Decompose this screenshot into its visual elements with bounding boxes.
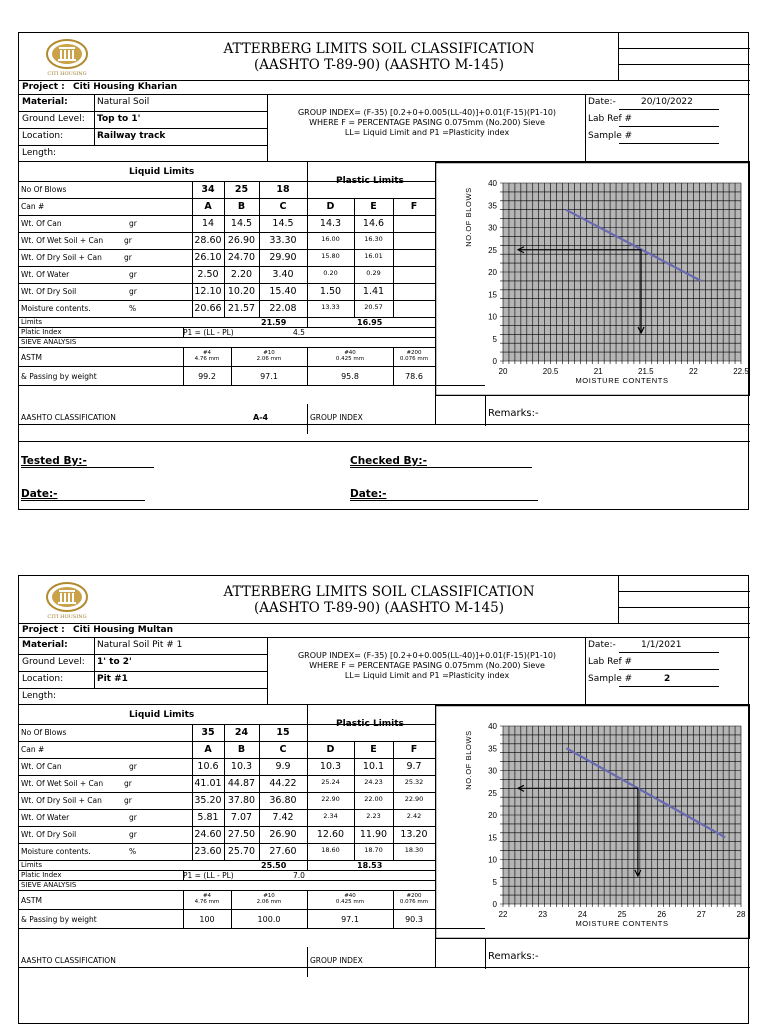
moisture-cell: 20.57 bbox=[364, 303, 383, 311]
row-label: Wt. Of Wet Soil + Can bbox=[21, 236, 104, 245]
sieve-number: #40 bbox=[344, 893, 356, 899]
aashto-label: AASHTO CLASSIFICATION bbox=[21, 956, 116, 965]
date-value: 1/1/2021 bbox=[641, 640, 682, 650]
sieve-analysis-label: SIEVE ANALYSIS bbox=[21, 881, 77, 889]
sieve-size bbox=[183, 893, 231, 905]
wt_water-cell: 5.81 bbox=[197, 812, 219, 823]
location-label: Location: bbox=[22, 674, 64, 684]
passing-value: 78.6 bbox=[405, 372, 423, 381]
wt_can-cell: 10.1 bbox=[362, 761, 385, 772]
row-label: Moisture contents. bbox=[21, 304, 91, 313]
wt_water-cell: 2.20 bbox=[230, 269, 253, 280]
aashto-label: AASHTO CLASSIFICATION bbox=[21, 413, 116, 422]
plastic-limits-heading: Plastic Limits bbox=[336, 719, 404, 729]
wt_can-cell: 14.3 bbox=[319, 218, 342, 229]
blows-cell: 18 bbox=[276, 184, 290, 195]
sieve-number: #4 bbox=[202, 893, 212, 899]
date-label: Date:- bbox=[588, 97, 616, 107]
pi-formula: P1 = (LL - PL) bbox=[183, 871, 234, 880]
row-unit: gr bbox=[129, 813, 137, 822]
wt_dry-cell: 15.40 bbox=[269, 286, 297, 297]
location-value: Pit #1 bbox=[97, 674, 128, 684]
row-unit: gr bbox=[124, 253, 132, 262]
wt_water-cell: 0.29 bbox=[366, 269, 381, 277]
y-tick-label: 35 bbox=[488, 201, 497, 211]
passing-value: 90.3 bbox=[405, 915, 423, 924]
y-tick-label: 10 bbox=[488, 855, 497, 865]
blows-cell: 34 bbox=[201, 184, 215, 195]
can-cell: B bbox=[237, 201, 246, 212]
test-sheet-2 bbox=[18, 575, 749, 1024]
x-tick-label: 22.5 bbox=[733, 367, 749, 376]
x-tick-label: 28 bbox=[736, 910, 746, 919]
y-axis-title: NO.OF BLOWS bbox=[464, 187, 473, 247]
test-sheet-1 bbox=[18, 32, 749, 510]
date-label: Date:- bbox=[588, 640, 616, 650]
y-tick-label: 10 bbox=[488, 312, 497, 322]
wt_dry_can-cell: 24.70 bbox=[227, 252, 256, 263]
y-tick-label: 0 bbox=[492, 357, 497, 366]
wt_wet-cell: 24.23 bbox=[364, 778, 383, 786]
sample-label: Sample # bbox=[588, 131, 633, 141]
row-label: Wt. Of Dry Soil + Can bbox=[21, 253, 102, 262]
sieve-size bbox=[307, 893, 393, 905]
plastic-index-label: Platic Index bbox=[21, 871, 62, 879]
wt_wet-cell: 44.87 bbox=[227, 778, 256, 789]
wt_can-cell: 10.3 bbox=[230, 761, 253, 772]
wt_wet-cell: 26.90 bbox=[227, 235, 256, 246]
row-label: Wt. Of Dry Soil bbox=[21, 830, 77, 839]
x-tick-label: 23 bbox=[538, 910, 548, 919]
x-tick-label: 24 bbox=[577, 910, 587, 919]
project-label: Project : bbox=[22, 625, 65, 635]
length-label: Length: bbox=[22, 691, 57, 701]
wt_dry_can-cell: 22.90 bbox=[321, 795, 340, 803]
row-unit: gr bbox=[129, 270, 137, 279]
sieve-size bbox=[393, 350, 435, 362]
moisture-cell: 18.30 bbox=[404, 846, 424, 854]
wt_wet-cell: 25.32 bbox=[404, 778, 424, 786]
wt_wet-cell: 33.30 bbox=[269, 235, 297, 246]
wt_dry-cell: 13.20 bbox=[400, 829, 428, 840]
moisture-cell: 27.60 bbox=[269, 846, 297, 857]
can-cell: E bbox=[370, 201, 377, 212]
wt_dry-cell: 1.50 bbox=[319, 286, 342, 297]
wt_dry_can-cell: 29.90 bbox=[269, 252, 297, 263]
y-tick-label: 25 bbox=[488, 245, 497, 255]
group-index-label: GROUP INDEX bbox=[310, 956, 363, 965]
liquid-limit-value: 25.50 bbox=[261, 861, 287, 870]
can-cell: C bbox=[279, 201, 287, 212]
plastic-index-label: Platic Index bbox=[21, 328, 62, 336]
sieve-size bbox=[307, 350, 393, 362]
sample-label: Sample # bbox=[588, 674, 633, 684]
can-cell: A bbox=[204, 201, 212, 212]
ground-level-label: Ground Level: bbox=[22, 657, 85, 667]
tested-date-label: Date:- bbox=[21, 488, 58, 500]
wt_wet-cell: 16.00 bbox=[321, 235, 340, 243]
astm-label: ASTM bbox=[21, 353, 42, 362]
y-axis-title: NO.OF BLOWS bbox=[464, 730, 473, 790]
x-tick-label: 20.5 bbox=[542, 367, 559, 376]
sieve-size bbox=[183, 350, 231, 362]
y-tick-label: 5 bbox=[492, 334, 497, 344]
sieve-mm: 2.06 mm bbox=[256, 899, 282, 905]
limits-label: Limits bbox=[21, 318, 42, 326]
wt_dry-cell: 11.90 bbox=[359, 829, 388, 840]
can-cell: C bbox=[279, 744, 287, 755]
wt_dry_can-cell: 22.00 bbox=[364, 795, 383, 803]
flow-chart-svg bbox=[435, 162, 750, 396]
y-tick-label: 20 bbox=[488, 268, 497, 277]
flow-chart bbox=[435, 705, 750, 939]
x-tick-label: 21.5 bbox=[638, 367, 654, 376]
liquid-limit-value: 21.59 bbox=[261, 318, 287, 327]
y-tick-label: 30 bbox=[488, 223, 497, 233]
y-tick-label: 40 bbox=[488, 179, 497, 188]
sieve-mm: 0.425 mm bbox=[335, 899, 365, 905]
moisture-cell: 25.70 bbox=[227, 846, 256, 857]
moisture-cell: 23.60 bbox=[194, 846, 222, 857]
citi-housing-logo bbox=[39, 580, 95, 622]
y-tick-label: 40 bbox=[488, 722, 497, 731]
sieve-mm: 0.076 mm bbox=[399, 356, 429, 362]
passing-label: & Passing by weight bbox=[21, 915, 97, 924]
row-label: Wt. Of Wet Soil + Can bbox=[21, 779, 104, 788]
title-line-1: ATTERBERG LIMITS SOIL CLASSIFICATION bbox=[223, 41, 535, 57]
row-label: No Of Blows bbox=[21, 728, 67, 737]
sieve-number: #40 bbox=[344, 350, 356, 356]
row-unit: gr bbox=[129, 219, 137, 228]
row-unit: gr bbox=[124, 796, 132, 805]
wt_wet-cell: 16.30 bbox=[364, 235, 383, 243]
checked-date-label: Date:- bbox=[350, 488, 387, 500]
row-label: Wt. Of Dry Soil bbox=[21, 287, 77, 296]
material-label: Material: bbox=[22, 640, 68, 650]
sieve-number: #10 bbox=[263, 350, 275, 356]
wt_wet-cell: 25.24 bbox=[321, 778, 340, 786]
passing-value: 97.1 bbox=[341, 915, 359, 924]
wt_dry-cell: 24.60 bbox=[194, 829, 222, 840]
date-value: 20/10/2022 bbox=[641, 97, 693, 107]
x-tick-label: 21 bbox=[593, 367, 603, 376]
liquid-limits-heading: Liquid Limits bbox=[129, 167, 195, 177]
plastic-limit-value: 16.95 bbox=[357, 318, 383, 327]
wt_can-cell: 10.6 bbox=[197, 761, 219, 772]
moisture-cell: 22.08 bbox=[269, 303, 297, 314]
row-unit: % bbox=[129, 847, 137, 856]
group-index-label: GROUP INDEX bbox=[310, 413, 363, 422]
moisture-cell: 21.57 bbox=[227, 303, 256, 314]
plastic-limits-heading: Plastic Limits bbox=[336, 176, 404, 186]
logo-text: CITI HOUSING bbox=[47, 71, 87, 77]
wt_dry-cell: 10.20 bbox=[227, 286, 256, 297]
sieve-number: #200 bbox=[406, 893, 422, 899]
wt_dry_can-cell: 16.01 bbox=[364, 252, 383, 260]
y-tick-label: 0 bbox=[492, 900, 497, 909]
plastic-index-value: 4.5 bbox=[293, 328, 305, 337]
remarks-label: Remarks:- bbox=[488, 408, 539, 419]
wt_can-cell: 14.5 bbox=[230, 218, 253, 229]
blows-cell: 25 bbox=[234, 184, 249, 195]
passing-value: 95.8 bbox=[341, 372, 359, 381]
row-label: Wt. Of Water bbox=[21, 270, 70, 279]
wt_dry_can-cell: 22.90 bbox=[404, 795, 424, 803]
wt_dry_can-cell: 35.20 bbox=[194, 795, 222, 806]
wt_water-cell: 2.42 bbox=[406, 812, 422, 820]
y-tick-label: 30 bbox=[488, 766, 497, 776]
wt_can-cell: 9.7 bbox=[406, 761, 422, 772]
wt_can-cell: 14.6 bbox=[362, 218, 385, 229]
x-tick-label: 20 bbox=[498, 367, 508, 376]
row-label: Moisture contents. bbox=[21, 847, 91, 856]
tested-by-label: Tested By:- bbox=[21, 455, 87, 467]
wt_dry-cell: 27.50 bbox=[227, 829, 256, 840]
row-unit: gr bbox=[129, 287, 137, 296]
wt_water-cell: 7.07 bbox=[230, 812, 253, 823]
sieve-mm: 0.076 mm bbox=[399, 899, 429, 905]
row-label: Wt. Of Can bbox=[21, 219, 62, 228]
group-index-formula: GROUP INDEX= (F-35) [0.2+0+0.005(LL-40)]+0.01(F-15)(P1-10) WHERE F = PERCENTAGE PASING 0.075mm (No.200) Sieve LL= Liquid Limit and P1 =Plasticity index bbox=[297, 108, 557, 137]
passing-value: 100 bbox=[199, 915, 215, 924]
project-label: Project : bbox=[22, 82, 65, 92]
moisture-cell: 18.60 bbox=[321, 846, 340, 854]
sieve-mm: 0.425 mm bbox=[335, 356, 365, 362]
y-tick-label: 25 bbox=[488, 788, 497, 798]
astm-label: ASTM bbox=[21, 896, 42, 905]
ground-level-value: Top to 1' bbox=[97, 114, 141, 124]
lab-ref-label: Lab Ref # bbox=[588, 114, 633, 124]
row-label: Can # bbox=[21, 202, 45, 211]
x-axis-title: MOISTURE CONTENTS bbox=[575, 376, 669, 385]
can-cell: B bbox=[237, 744, 246, 755]
sieve-number: #200 bbox=[406, 350, 422, 356]
moisture-cell: 18.70 bbox=[364, 846, 383, 854]
x-tick-label: 27 bbox=[696, 910, 706, 919]
can-cell: F bbox=[410, 201, 418, 212]
sieve-size bbox=[393, 893, 435, 905]
x-axis-title: MOISTURE CONTENTS bbox=[575, 919, 669, 928]
wt_water-cell: 2.23 bbox=[366, 812, 381, 820]
y-tick-label: 5 bbox=[492, 877, 497, 887]
wt_can-cell: 10.3 bbox=[319, 761, 342, 772]
row-label: Wt. Of Can bbox=[21, 762, 62, 771]
pi-formula: P1 = (LL - PL) bbox=[183, 328, 234, 337]
logo-text: CITI HOUSING bbox=[47, 614, 87, 620]
remarks-label: Remarks:- bbox=[488, 951, 539, 962]
project-name: Citi Housing Multan bbox=[73, 625, 173, 635]
blows-cell: 15 bbox=[276, 727, 290, 738]
wt_can-cell: 9.9 bbox=[275, 761, 291, 772]
wt_wet-cell: 28.60 bbox=[194, 235, 222, 246]
material-label: Material: bbox=[22, 97, 68, 107]
sieve-mm: 4.76 mm bbox=[194, 899, 220, 905]
lab-ref-label: Lab Ref # bbox=[588, 657, 633, 667]
aashto-value: A-4 bbox=[253, 413, 269, 422]
x-tick-label: 26 bbox=[657, 910, 667, 919]
plastic-limit-value: 18.53 bbox=[357, 861, 383, 870]
title-line-2: (AASHTO T-89-90) (AASHTO M-145) bbox=[253, 57, 505, 73]
sieve-mm: 4.76 mm bbox=[194, 356, 220, 362]
wt_can-cell: 14.5 bbox=[272, 218, 294, 229]
row-label: Can # bbox=[21, 745, 45, 754]
group-index-formula: GROUP INDEX= (F-35) [0.2+0+0.005(LL-40)]+0.01(F-15)(P1-10) WHERE F = PERCENTAGE PASING 0.075mm (No.200) Sieve LL= Liquid Limit and P1 =Plasticity index bbox=[297, 651, 557, 680]
y-tick-label: 35 bbox=[488, 744, 497, 754]
wt_dry_can-cell: 36.80 bbox=[269, 795, 297, 806]
moisture-cell: 20.66 bbox=[194, 303, 222, 314]
wt_water-cell: 2.50 bbox=[197, 269, 219, 280]
x-tick-label: 25 bbox=[617, 910, 627, 919]
can-cell: D bbox=[326, 201, 335, 212]
checked-by-label: Checked By:- bbox=[350, 455, 427, 467]
y-tick-label: 20 bbox=[488, 811, 497, 820]
row-unit: gr bbox=[124, 779, 132, 788]
sieve-size bbox=[231, 893, 307, 905]
wt_water-cell: 3.40 bbox=[272, 269, 294, 280]
ground-level-label: Ground Level: bbox=[22, 114, 85, 124]
length-label: Length: bbox=[22, 148, 57, 158]
blows-cell: 24 bbox=[234, 727, 249, 738]
wt_dry_can-cell: 37.80 bbox=[227, 795, 256, 806]
sieve-analysis-label: SIEVE ANALYSIS bbox=[21, 338, 77, 346]
sieve-mm: 2.06 mm bbox=[256, 356, 282, 362]
can-cell: D bbox=[326, 744, 335, 755]
citi-housing-logo bbox=[39, 37, 95, 79]
flow-chart-svg bbox=[435, 705, 750, 939]
title-line-1: ATTERBERG LIMITS SOIL CLASSIFICATION bbox=[223, 584, 535, 600]
x-tick-label: 22 bbox=[688, 367, 698, 376]
ground-level-value: 1' to 2' bbox=[97, 657, 132, 667]
wt_water-cell: 7.42 bbox=[272, 812, 294, 823]
sieve-number: #4 bbox=[202, 350, 212, 356]
flow-chart bbox=[435, 162, 750, 396]
passing-value: 100.0 bbox=[257, 915, 281, 924]
passing-value: 99.2 bbox=[198, 372, 216, 381]
wt_wet-cell: 41.01 bbox=[194, 778, 222, 789]
x-tick-label: 22 bbox=[498, 910, 508, 919]
wt_dry-cell: 12.10 bbox=[194, 286, 222, 297]
material-value: Natural Soil Pit # 1 bbox=[97, 640, 183, 650]
can-cell: E bbox=[370, 744, 377, 755]
wt_dry-cell: 1.41 bbox=[362, 286, 385, 297]
wt_wet-cell: 44.22 bbox=[269, 778, 297, 789]
row-label: No Of Blows bbox=[21, 185, 67, 194]
can-cell: F bbox=[410, 744, 418, 755]
row-label: Wt. Of Dry Soil + Can bbox=[21, 796, 102, 805]
passing-label: & Passing by weight bbox=[21, 372, 97, 381]
sieve-size bbox=[231, 350, 307, 362]
title-line-2: (AASHTO T-89-90) (AASHTO M-145) bbox=[253, 600, 505, 616]
project-name: Citi Housing Kharian bbox=[73, 82, 178, 92]
location-label: Location: bbox=[22, 131, 64, 141]
row-label: Wt. Of Water bbox=[21, 813, 70, 822]
row-unit: % bbox=[129, 304, 137, 313]
y-tick-label: 15 bbox=[488, 290, 497, 300]
material-value: Natural Soil bbox=[97, 97, 150, 107]
location-value: Railway track bbox=[97, 131, 166, 141]
wt_dry_can-cell: 15.80 bbox=[321, 252, 340, 260]
wt_dry-cell: 26.90 bbox=[269, 829, 297, 840]
sample-value: 2 bbox=[664, 674, 671, 684]
row-unit: gr bbox=[129, 762, 137, 771]
wt_dry-cell: 12.60 bbox=[316, 829, 345, 840]
wt_water-cell: 2.34 bbox=[323, 812, 338, 820]
moisture-cell: 13.33 bbox=[321, 303, 340, 311]
liquid-limits-heading: Liquid Limits bbox=[129, 710, 195, 720]
y-tick-label: 15 bbox=[488, 833, 497, 843]
sieve-number: #10 bbox=[263, 893, 275, 899]
row-unit: gr bbox=[129, 830, 137, 839]
can-cell: A bbox=[204, 744, 212, 755]
blows-cell: 35 bbox=[201, 727, 215, 738]
limits-label: Limits bbox=[21, 861, 42, 869]
wt_water-cell: 0.20 bbox=[323, 269, 338, 277]
plastic-index-value: 7.0 bbox=[293, 871, 305, 880]
row-unit: gr bbox=[124, 236, 132, 245]
wt_can-cell: 14 bbox=[201, 218, 215, 229]
passing-value: 97.1 bbox=[260, 372, 278, 381]
wt_dry_can-cell: 26.10 bbox=[194, 252, 222, 263]
